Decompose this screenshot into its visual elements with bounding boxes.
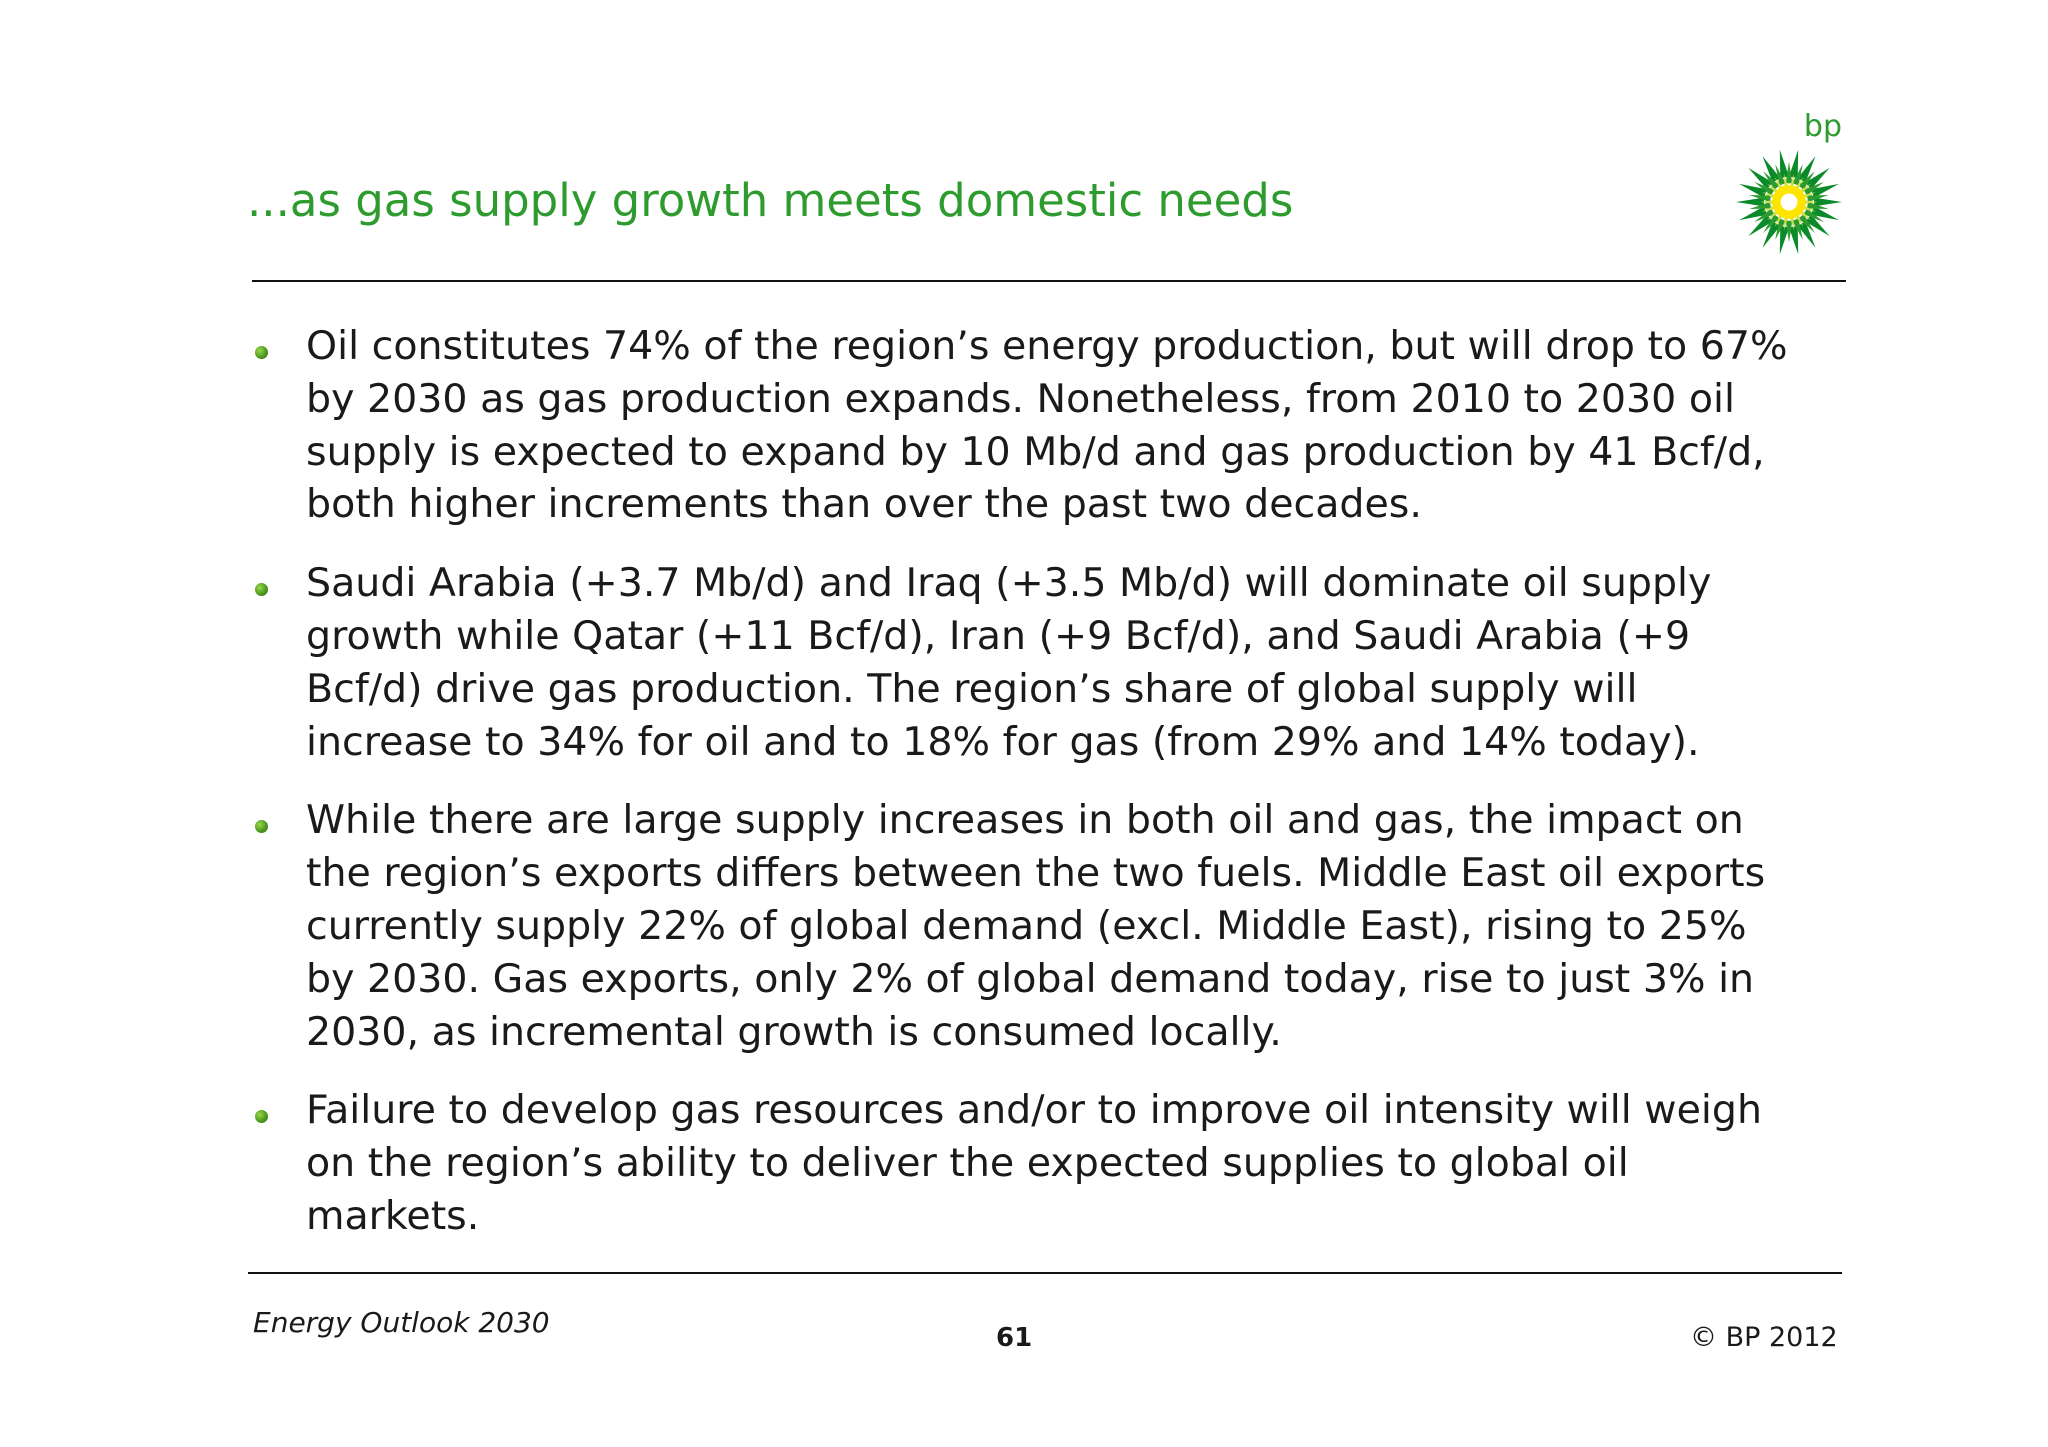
footer-divider (248, 1272, 1842, 1274)
header-divider (252, 280, 1846, 282)
bp-wordmark: bp (1803, 109, 1842, 144)
bullet-list (255, 320, 1795, 1269)
bullet-item (255, 1084, 1795, 1242)
bullet-item (255, 557, 1795, 768)
bullet-dot-icon (255, 820, 268, 833)
bullet-item (255, 794, 1795, 1058)
copyright: © BP 2012 (1690, 1322, 1838, 1353)
bullet-dot-icon (255, 346, 268, 359)
footer-publication: Energy Outlook 2030 (253, 1306, 550, 1339)
bullet-dot-icon (255, 583, 268, 596)
bullet-text: Failure to develop gas resources and/or to improve oil intensity will weigh on the region’s ability to deliver the expected supplies to global oil markets. (306, 1087, 1762, 1239)
bp-brand (1730, 109, 1848, 260)
bullet-text: While there are large supply increases in both oil and gas, the impact on the region’s exports differs between the two fuels. Middle East oil exports currently supply 22% of global demand (excl. Middle East), rising to 25% by 2030. Gas exports, only 2% of global demand today, rise to just 3% in 2030, as incremental growth is consumed locally. (306, 797, 1766, 1055)
bullet-item (255, 320, 1795, 531)
bullet-text: Oil constitutes 74% of the region’s energy production, but will drop to 67% by 2030 as gas production expands. Nonetheless, from 2010 to 2030 oil supply is expected to expand by 10 Mb/d and gas production by 41 Bcf/d, both higher increments than over the past two decades. (306, 323, 1788, 528)
page-number: 61 (996, 1323, 1033, 1353)
bullet-dot-icon (255, 1110, 268, 1123)
bp-helios-logo-icon (1736, 149, 1842, 255)
slide-title: ...as gas supply growth meets domestic needs (247, 174, 1294, 227)
bullet-text: Saudi Arabia (+3.7 Mb/d) and Iraq (+3.5 Mb/d) will dominate oil supply growth while Qatar (+11 Bcf/d), Iran (+9 Bcf/d), and Saudi Arabia (+9 Bcf/d) drive gas production. The region’s share of global supply will increase to 34% for oil and to 18% for gas (from 29% and 14% today). (306, 560, 1712, 765)
